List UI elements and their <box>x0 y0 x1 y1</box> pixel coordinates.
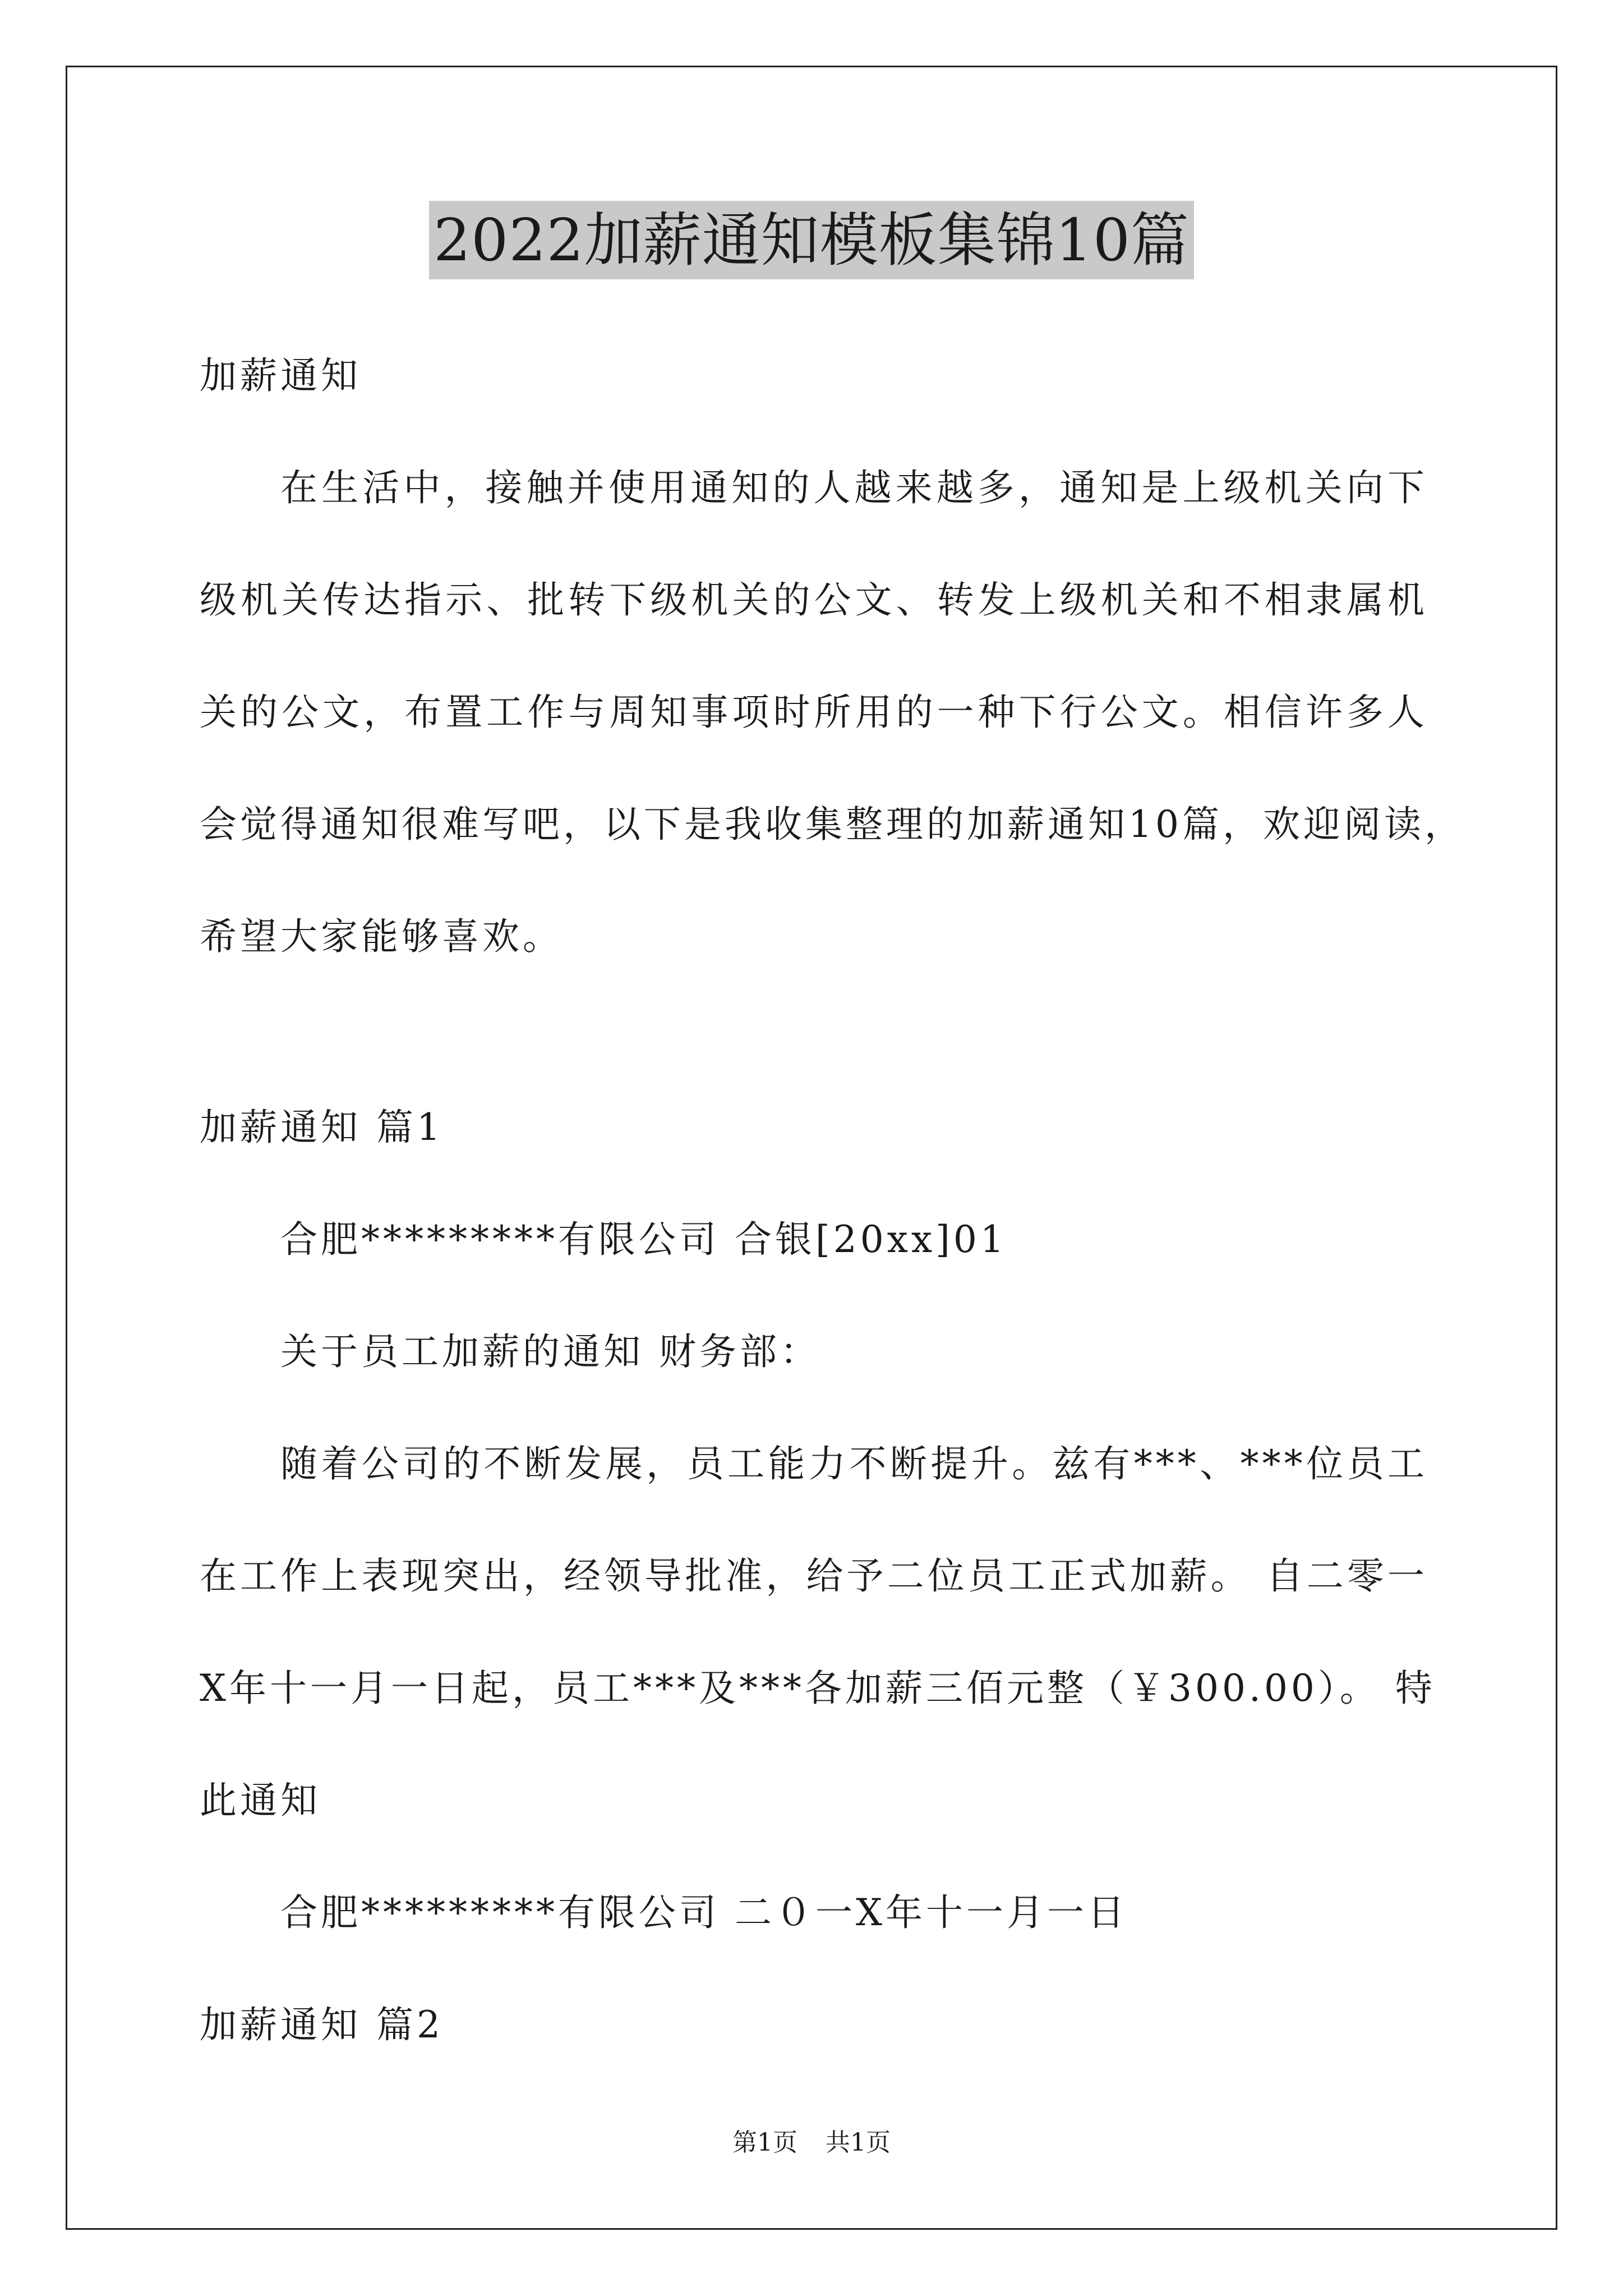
footer-page-current: 第1页 <box>732 2128 797 2157</box>
page-footer <box>0 2126 1623 2160</box>
intro-line-4: 会觉得通知很难写吧，以下是我收集整理的加薪通知10篇，欢迎阅读， <box>200 803 1465 846</box>
section1-body-line-2: 在工作上表现突出，经领导批准，给予二位员工正式加薪。 自二零一 <box>200 1554 1428 1598</box>
section1-signature: 合肥*********有限公司 二０一X年十一月一日 <box>280 1891 1128 1934</box>
section2-heading: 加薪通知 篇2 <box>200 2003 444 2046</box>
section1-body-line-4: 此通知 <box>200 1779 321 1822</box>
intro-heading: 加薪通知 <box>200 354 361 397</box>
footer-page-total: 共1页 <box>826 2128 891 2157</box>
section1-subject: 关于员工加薪的通知 财务部： <box>280 1330 820 1373</box>
section1-body-line-1: 随着公司的不断发展，员工能力不断提升。兹有***、***位员工 <box>280 1442 1428 1485</box>
intro-line-3: 关的公文，布置工作与周知事项时所用的一种下行公文。相信许多人 <box>200 691 1428 734</box>
section1-company-ref: 合肥*********有限公司 合银[20xx]01 <box>280 1218 1007 1261</box>
intro-line-1: 在生活中，接触并使用通知的人越来越多，通知是上级机关向下 <box>280 466 1428 509</box>
section1-heading: 加薪通知 篇1 <box>200 1106 444 1149</box>
section1-body-line-3: X年十一月一日起，员工***及***各加薪三佰元整（￥300.00）。 特 <box>200 1667 1436 1710</box>
intro-line-2: 级机关传达指示、批转下级机关的公文、转发上级机关和不相隶属机 <box>200 578 1428 622</box>
intro-line-5: 希望大家能够喜欢。 <box>200 915 563 958</box>
title-container <box>0 201 1623 279</box>
document-title: 2022加薪通知模板集锦10篇 <box>429 201 1194 279</box>
